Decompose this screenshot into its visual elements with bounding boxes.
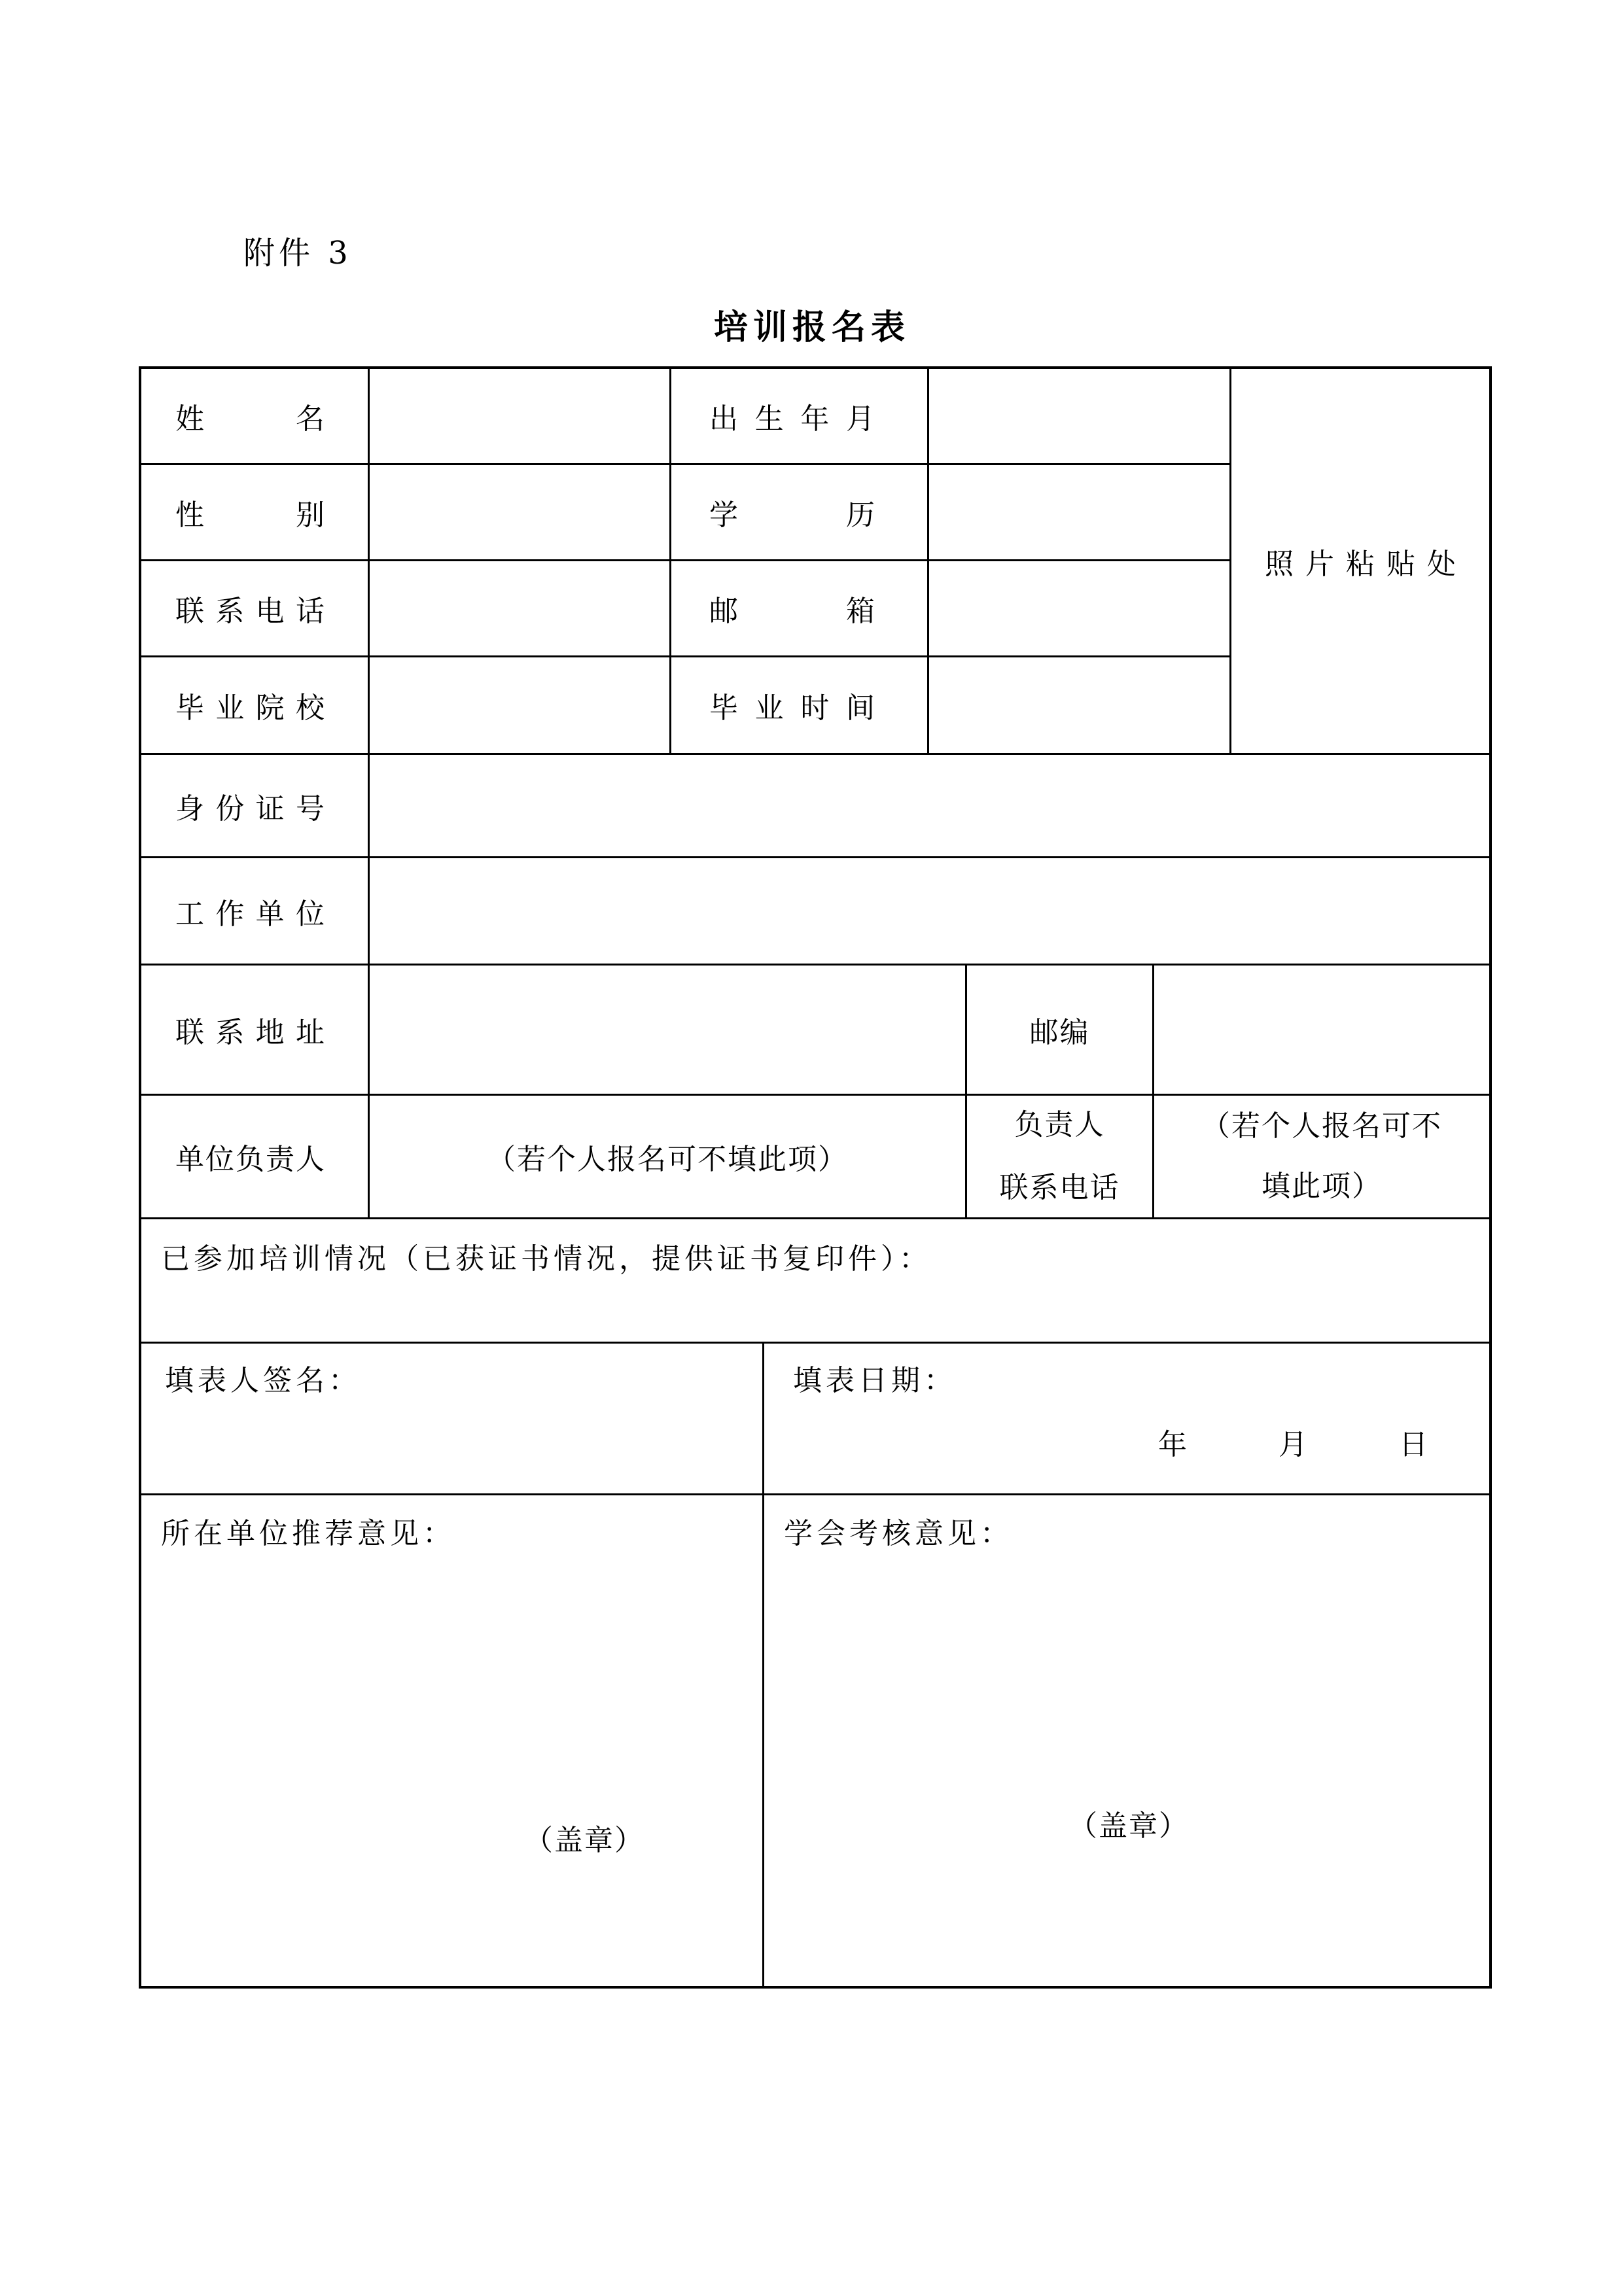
gender-label: 性别 bbox=[175, 498, 326, 532]
address-label-cell bbox=[141, 965, 370, 1094]
address-value-cell bbox=[370, 965, 967, 1094]
postcode-label: 邮编 bbox=[1029, 1016, 1090, 1049]
row-phone-email bbox=[141, 561, 1229, 657]
registration-form-table bbox=[139, 366, 1492, 1989]
unit-head-note: （若个人报名可不填此项） bbox=[487, 1143, 848, 1176]
row-unit-head bbox=[141, 1096, 1489, 1219]
phone-label-cell bbox=[141, 561, 370, 655]
date-label: 填表日期： bbox=[793, 1364, 957, 1397]
postcode-label-cell bbox=[967, 965, 1154, 1094]
head-phone-note: （若个人报名可不填此项） bbox=[1201, 1109, 1442, 1203]
grad-value-cell bbox=[929, 657, 1229, 753]
photo-paste-area bbox=[1231, 369, 1489, 753]
top-left-grid bbox=[141, 369, 1231, 753]
attachment-label: 附件 3 bbox=[243, 235, 352, 271]
signature-label: 填表人签名： bbox=[165, 1364, 361, 1397]
birth-value-cell bbox=[929, 369, 1229, 463]
name-value-cell bbox=[370, 369, 671, 463]
phone-label: 联系电话 bbox=[175, 595, 326, 628]
head-phone-label-line1: 负责人 bbox=[1014, 1108, 1105, 1141]
phone-value-cell bbox=[370, 561, 671, 655]
education-label-cell bbox=[671, 465, 929, 559]
unit-head-label: 单位负责人 bbox=[175, 1143, 326, 1176]
head-phone-label-cell bbox=[967, 1096, 1154, 1217]
row-training-history bbox=[141, 1219, 1489, 1344]
unit-seal-label: （盖章） bbox=[524, 1824, 644, 1857]
row-opinions bbox=[141, 1495, 1489, 1986]
gender-value-cell bbox=[370, 465, 671, 559]
birth-label-cell bbox=[671, 369, 929, 463]
education-label: 学历 bbox=[709, 498, 876, 532]
unit-opinion-label: 所在单位推荐意见： bbox=[161, 1517, 455, 1550]
employer-value-cell bbox=[370, 858, 1489, 964]
school-value-cell bbox=[370, 657, 671, 753]
row-address-postcode bbox=[141, 965, 1489, 1096]
gender-label-cell bbox=[141, 465, 370, 559]
row-school-gradtime bbox=[141, 657, 1229, 753]
school-label: 毕业院校 bbox=[175, 691, 326, 725]
signature-cell bbox=[141, 1344, 764, 1493]
grad-label: 毕业时间 bbox=[709, 691, 876, 725]
row-employer bbox=[141, 858, 1489, 965]
unit-opinion-cell bbox=[141, 1495, 764, 1986]
row-gender-education bbox=[141, 465, 1229, 561]
society-opinion-label: 学会考核意见： bbox=[784, 1517, 1013, 1550]
row-id-number bbox=[141, 755, 1489, 858]
id-value-cell bbox=[370, 755, 1489, 856]
education-value-cell bbox=[929, 465, 1229, 559]
email-label-cell bbox=[671, 561, 929, 655]
id-label-cell bbox=[141, 755, 370, 856]
top-block bbox=[141, 369, 1489, 755]
email-label: 邮箱 bbox=[709, 595, 876, 628]
postcode-value-cell bbox=[1154, 965, 1489, 1094]
row-name-birth bbox=[141, 369, 1229, 465]
id-label: 身份证号 bbox=[175, 791, 326, 826]
form-title: 培训报名表 bbox=[713, 307, 910, 347]
photo-paste-label: 照片粘贴处 bbox=[1265, 547, 1468, 581]
employer-label-cell bbox=[141, 858, 370, 964]
society-seal-label: （盖章） bbox=[1068, 1809, 1189, 1843]
address-label: 联系地址 bbox=[175, 1016, 326, 1049]
name-label: 姓名 bbox=[175, 402, 326, 436]
training-history-label: 已参加培训情况（已获证书情况，提供证书复印件）： bbox=[161, 1242, 932, 1276]
employer-label: 工作单位 bbox=[175, 897, 326, 931]
unit-head-note-cell bbox=[370, 1096, 967, 1217]
row-signature-date bbox=[141, 1344, 1489, 1495]
email-value-cell bbox=[929, 561, 1229, 655]
unit-head-label-cell bbox=[141, 1096, 370, 1217]
training-history-cell bbox=[141, 1219, 1489, 1342]
date-blank-line: 年 月 日 bbox=[1158, 1428, 1429, 1461]
grad-label-cell bbox=[671, 657, 929, 753]
birth-label: 出生年月 bbox=[709, 402, 876, 436]
head-phone-label-line2: 联系电话 bbox=[999, 1171, 1120, 1204]
head-phone-note-cell bbox=[1154, 1096, 1489, 1217]
society-opinion-cell bbox=[764, 1495, 1489, 1986]
school-label-cell bbox=[141, 657, 370, 753]
name-label-cell bbox=[141, 369, 370, 463]
date-cell bbox=[764, 1344, 1489, 1493]
